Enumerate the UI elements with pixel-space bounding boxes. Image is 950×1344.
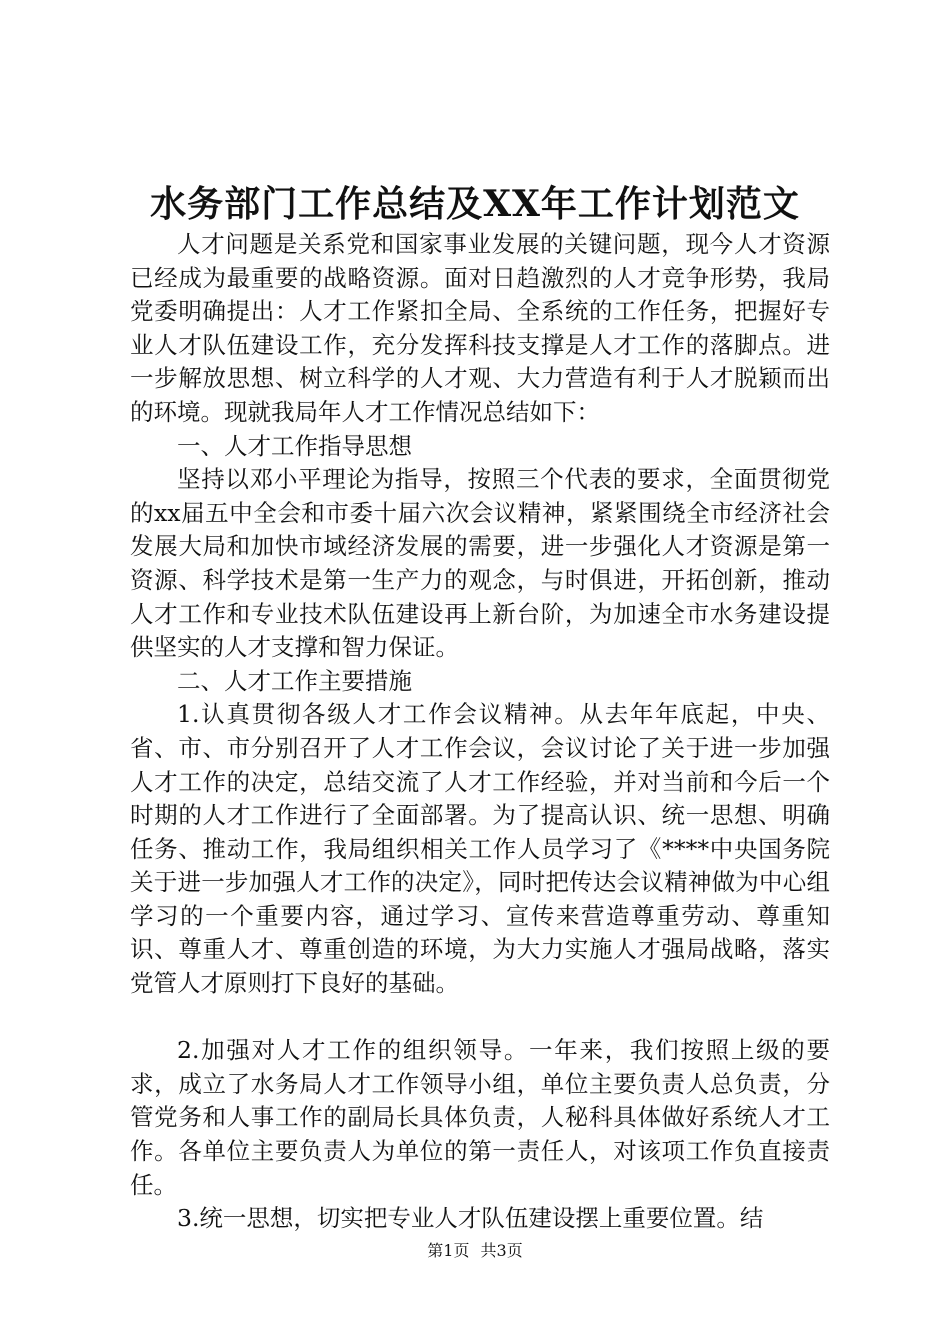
section-heading-main-measures: 二、人才工作主要措施 (177, 666, 412, 695)
page-total: 共3页 (480, 1241, 523, 1260)
section-heading-guiding-thought: 一、人才工作指导思想 (177, 431, 412, 460)
document-body (130, 228, 830, 1236)
measure-paragraph-3: 3.统一思想，切实把专业人才队伍建设摆上重要位置。结 (177, 1204, 764, 1233)
page-footer (0, 1241, 950, 1261)
guiding-thought-paragraph: 坚持以邓小平理论为指导，按照三个代表的要求，全面贯彻党的xx届五中全会和市委十届六次会议精神，紧紧围绕全市经济社会发展大局和加快市域经济发展的需要，进一步强化人才资源是第一资源、科学技术是第一生产力的观念，与时俱进，开拓创新，推动人才工作和专业技术队伍建设再上新台阶，为加速全市水务建设提供坚实的人才支撑和智力保证。 (130, 465, 830, 662)
intro-paragraph: 人才问题是关系党和国家事业发展的关键问题，现今人才资源已经成为最重要的战略资源。面对日趋激烈的人才竞争形势，我局党委明确提出：人才工作紧扣全局、全系统的工作任务，把握好专业人才队伍建设工作，充分发挥科技支撑是人才工作的落脚点。进一步解放思想、树立科学的人才观、大力营造有利于人才脱颖而出的环境。现就我局年人才工作情况总结如下： (130, 230, 830, 426)
page-number: 第1页 (427, 1241, 470, 1260)
paragraph-spacer (130, 1001, 830, 1035)
document-title: 水务部门工作总结及XX年工作计划范文 (150, 183, 800, 225)
measure-paragraph-1: 1.认真贯彻各级人才工作会议精神。从去年年底起，中央、省、市、市分别召开了人才工作会议，会议讨论了关于进一步加强人才工作的决定，总结交流了人才工作经验，并对当前和今后一个时期的人才工作进行了全面部署。为了提高认识、统一思想、明确任务、推动工作，我局组织相关工作人员学习了《****中央国务院关于进一步加强人才工作的决定》，同时把传达会议精神做为中心组学习的一个重要内容，通过学习、宣传来营造尊重劳动、尊重知识、尊重人才、尊重创造的环境，为大力实施人才强局战略，落实党管人才原则打下良好的基础。 (130, 700, 830, 998)
measure-paragraph-2: 2.加强对人才工作的组织领导。一年来，我们按照上级的要求，成立了水务局人才工作领导小组，单位主要负责人总负责，分管党务和人事工作的副局长具体负责，人秘科具体做好系统人才工作。各单位主要负责人为单位的第一责任人，对该项工作负直接责任。 (130, 1036, 830, 1199)
